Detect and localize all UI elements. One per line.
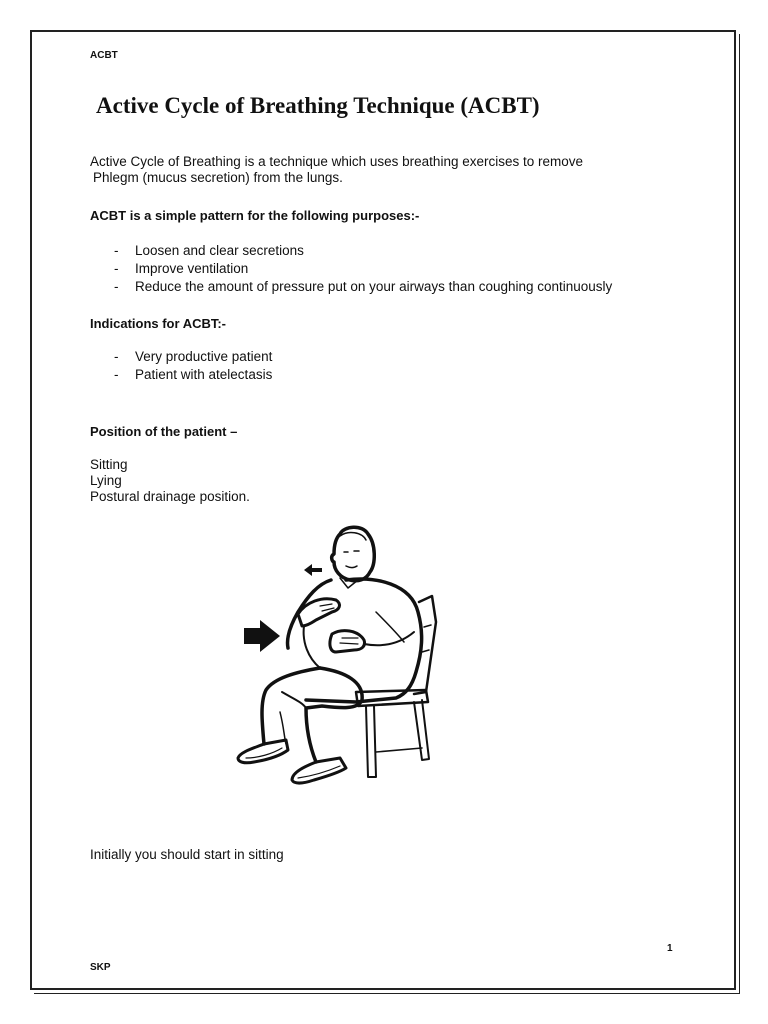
purposes-heading: ACBT is a simple pattern for the following purposes:- [90,208,420,223]
intro-paragraph [90,154,690,186]
indication-text: Patient with atelectasis [135,367,273,382]
purposes-list [90,242,612,296]
page-footer: SKP [90,962,111,973]
page-title: Active Cycle of Breathing Technique (ACBT) [96,93,540,118]
purpose-text: Loosen and clear secretions [135,243,304,258]
page-header: ACBT [90,50,118,61]
intro-line-2: Phlegm (mucus secretion) from the lungs. [93,170,343,185]
list-item [90,242,612,260]
dash-bullet: - [114,261,119,276]
intro-line-1: Active Cycle of Breathing is a technique which uses breathing exercises to remove [90,154,584,169]
closing-text: Initially you should start in sitting [90,847,284,862]
page-number: 1 [667,943,673,954]
indications-heading: Indications for ACBT:- [90,316,227,331]
position-heading: Position of the patient – [90,424,238,439]
list-item [90,260,612,278]
list-item [90,278,612,296]
dash-bullet: - [114,243,119,258]
position-list [90,457,250,505]
chair-icon [356,596,436,777]
position-item: Lying [90,473,122,488]
position-item: Sitting [90,457,128,472]
chest-arrow-icon [304,564,322,576]
purpose-text: Reduce the amount of pressure put on your airways than coughing continuously [135,279,613,294]
seated-breathing-figure-icon [236,522,446,794]
position-item: Postural drainage position. [90,489,250,504]
list-item [90,348,272,366]
dash-bullet: - [114,367,119,382]
list-item [90,366,272,384]
abdomen-arrow-icon [244,620,280,652]
dash-bullet: - [114,279,119,294]
dash-bullet: - [114,349,119,364]
indication-text: Very productive patient [135,349,273,364]
indications-list [90,348,272,384]
purpose-text: Improve ventilation [135,261,249,276]
